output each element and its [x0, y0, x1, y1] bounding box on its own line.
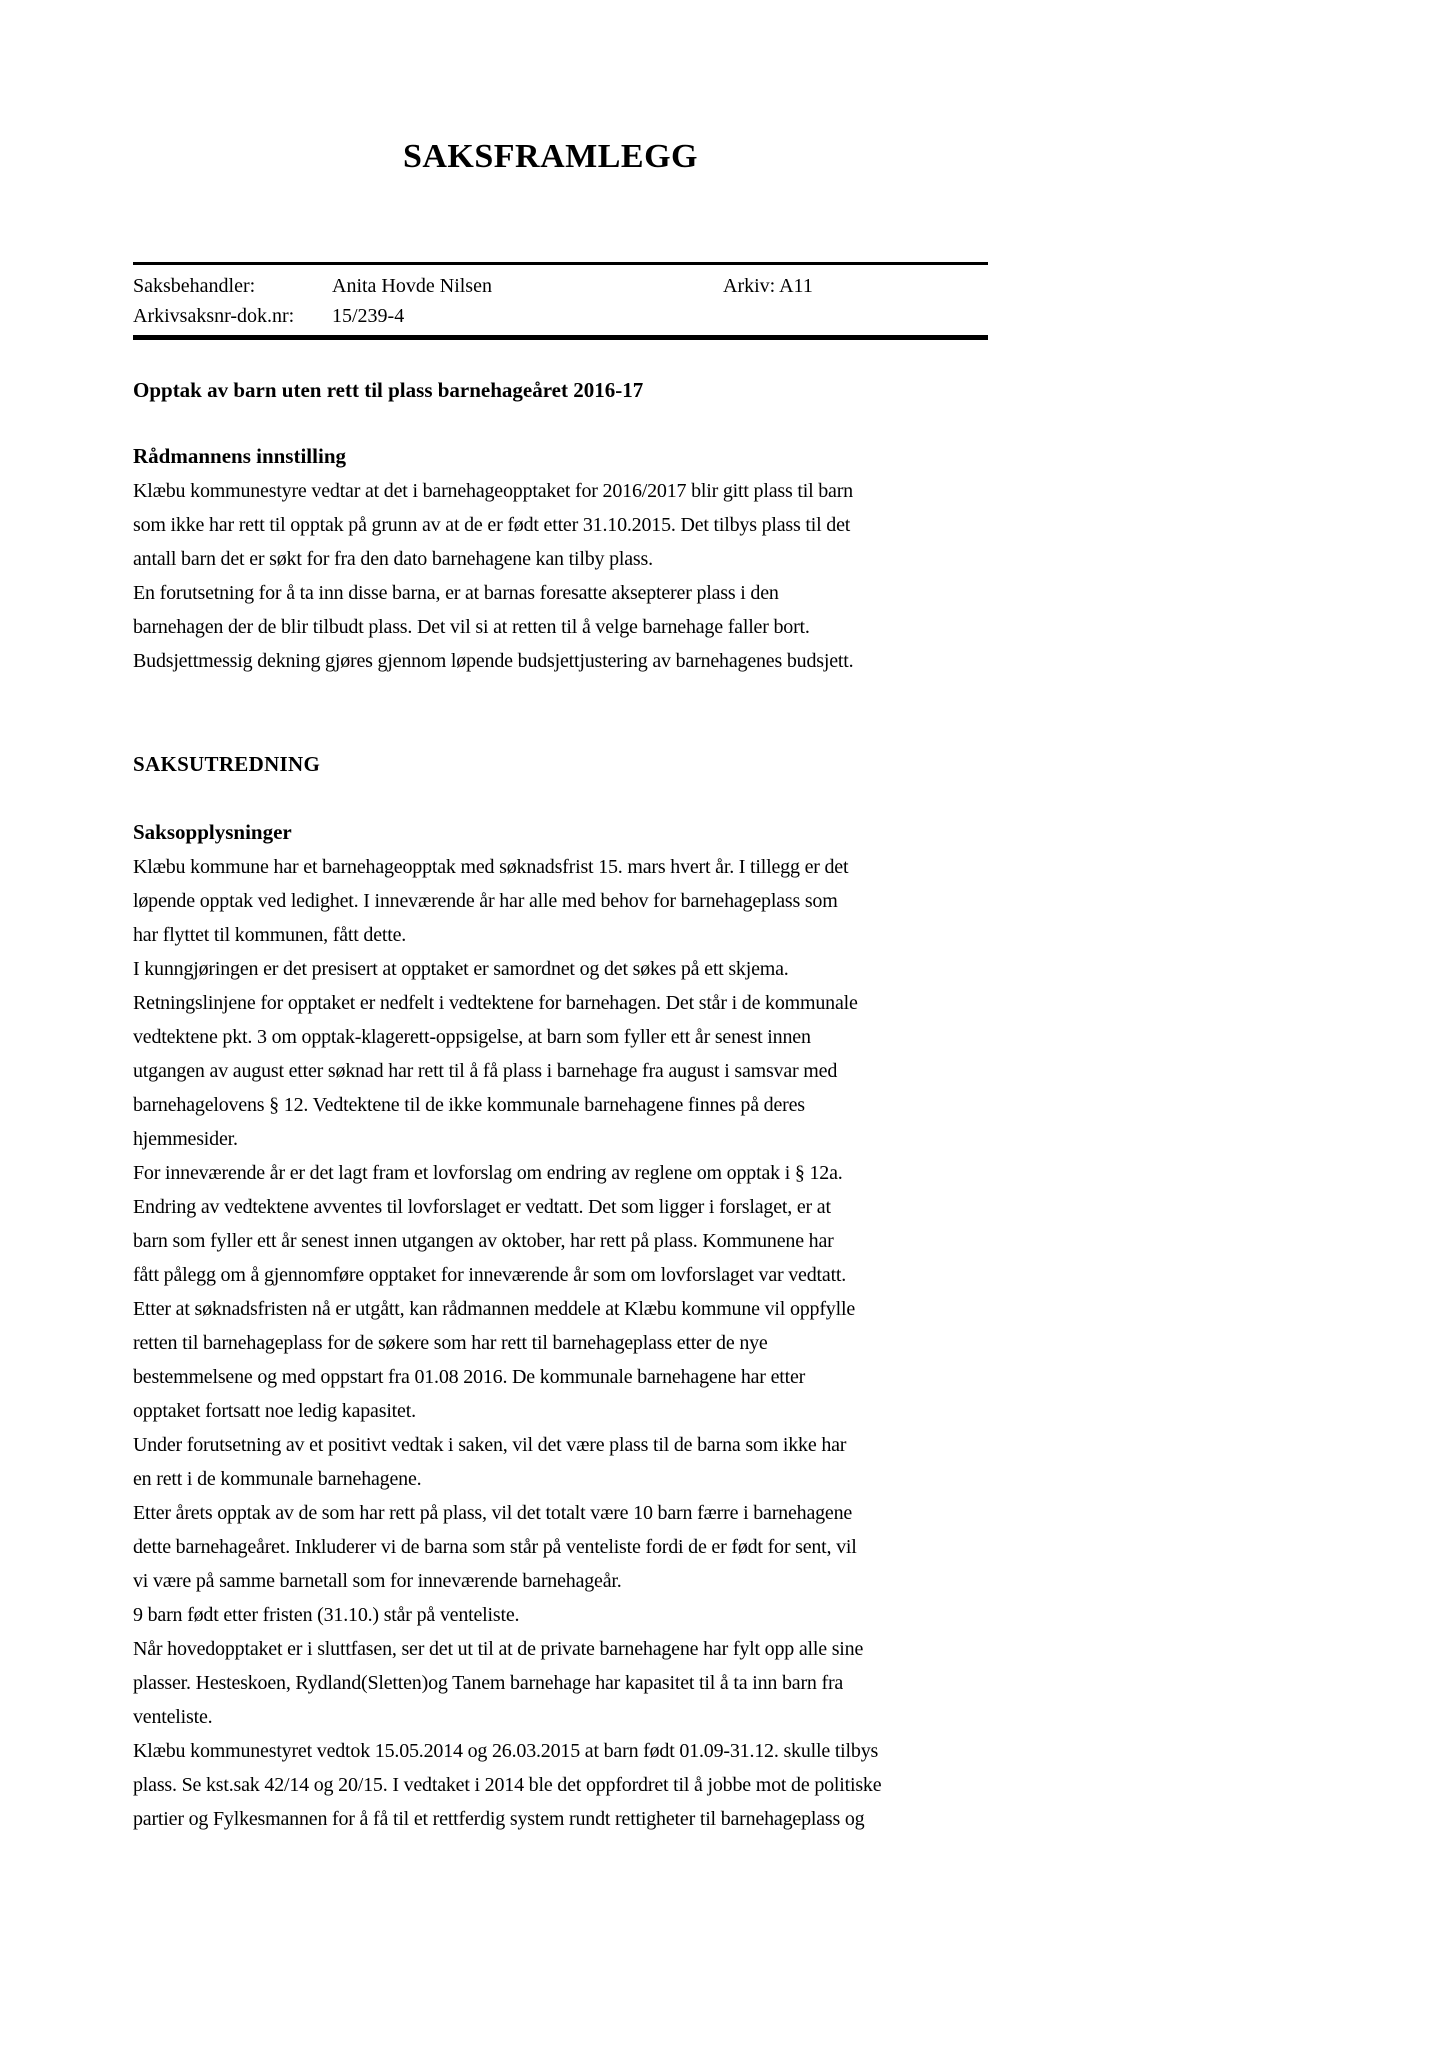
text-line: fått pålegg om å gjennomføre opptaket for inneværende år som om lovforslaget var vedtatt. — [133, 1264, 847, 1286]
text-line: venteliste. — [133, 1706, 213, 1728]
document-title: SAKSFRAMLEGG — [402, 138, 699, 175]
text-line: Klæbu kommune har et barnehageopptak med søknadsfrist 15. mars hvert år. I tillegg er det — [133, 856, 849, 878]
text-line: opptaket fortsatt noe ledig kapasitet. — [133, 1400, 416, 1422]
text-line: Retningslinjene for opptaket er nedfelt i vedtektene for barnehagen. Det står i de kommunale — [133, 992, 858, 1014]
text-line: løpende opptak ved ledighet. I inneværende år har alle med behov for barnehageplass som — [133, 890, 838, 912]
text-line: partier og Fylkesmannen for å få til et rettferdig system rundt rettigheter til barnehageplass og — [133, 1808, 865, 1830]
text-line: barn som fyller ett år senest innen utgangen av oktober, har rett på plass. Kommunene har — [133, 1230, 834, 1252]
text-line: antall barn det er søkt for fra den dato barnehagene kan tilby plass. — [133, 548, 653, 570]
text-line: En forutsetning for å ta inn disse barna, er at barnas foresatte aksepterer plass i den — [133, 582, 779, 604]
text-line: Klæbu kommunestyret vedtok 15.05.2014 og 26.03.2015 at barn født 01.09-31.12. skulle tilbys — [133, 1740, 879, 1762]
text-line: For inneværende år er det lagt fram et lovforslag om endring av reglene om opptak i § 12a. — [133, 1162, 843, 1184]
text-line: plasser. Hesteskoen, Rydland(Sletten)og Tanem barnehage har kapasitet til å ta inn barn fra — [133, 1672, 844, 1694]
text-line: Når hovedopptaket er i sluttfasen, ser det ut til at de private barnehagene har fylt opp alle sine — [133, 1638, 864, 1660]
text-line: har flyttet til kommunen, fått dette. — [133, 924, 407, 946]
text-line: Budsjettmessig dekning gjøres gjennom løpende budsjettjustering av barnehagenes budsjett. — [133, 650, 854, 672]
meta-row-arkivsaksnr — [133, 301, 988, 331]
text-line: vi være på samme barnetall som for inneværende barnehageår. — [133, 1570, 622, 1592]
text-line: Endring av vedtektene avventes til lovforslaget er vedtatt. Det som ligger i forslaget, er at — [133, 1196, 831, 1218]
text-line: Under forutsetning av et positivt vedtak i saken, vil det være plass til de barna som ikke har — [133, 1434, 847, 1456]
text-line: hjemmesider. — [133, 1128, 238, 1150]
saksbehandler-value: Anita Hovde Nilsen — [332, 275, 492, 297]
text-line: barnehagen der de blir tilbudt plass. Det vil si at retten til å velge barnehage faller bort. — [133, 616, 810, 638]
text-line: plass. Se kst.sak 42/14 og 20/15. I vedtaket i 2014 ble det oppfordret til å jobbe mot de politiske — [133, 1774, 882, 1796]
text-line: Etter at søknadsfristen nå er utgått, kan rådmannen meddele at Klæbu kommune vil oppfylle — [133, 1298, 855, 1320]
text-line: dette barnehageåret. Inkluderer vi de barna som står på venteliste fordi de er født for sent, vil — [133, 1536, 857, 1558]
innstilling-heading: Rådmannens innstilling — [133, 444, 346, 468]
subject-heading: Opptak av barn uten rett til plass barnehageåret 2016-17 — [133, 378, 644, 402]
text-line: som ikke har rett til opptak på grunn av at de er født etter 31.10.2015. Det tilbys plass til det — [133, 514, 851, 536]
text-line: retten til barnehageplass for de søkere som har rett til barnehageplass etter de nye — [133, 1332, 768, 1354]
text-line: barnehagelovens § 12. Vedtektene til de ikke kommunale barnehagene finnes på deres — [133, 1094, 805, 1116]
saksutredning-heading: SAKSUTREDNING — [133, 752, 321, 776]
arkiv-field: Arkiv: A11 — [723, 275, 813, 297]
meta-row-saksbehandler — [133, 271, 988, 301]
saksopplysninger-heading: Saksopplysninger — [133, 820, 292, 844]
saksbehandler-label: Saksbehandler: — [133, 275, 256, 297]
text-line: 9 barn født etter fristen (31.10.) står på venteliste. — [133, 1604, 520, 1626]
text-line: vedtektene pkt. 3 om opptak-klagerett-oppsigelse, at barn som fyller ett år senest innen — [133, 1026, 811, 1048]
text-line: en rett i de kommunale barnehagene. — [133, 1468, 422, 1490]
text-line: bestemmelsene og med oppstart fra 01.08 2016. De kommunale barnehagene har etter — [133, 1366, 806, 1388]
saksopplysninger-text — [133, 850, 968, 1836]
innstilling-text — [133, 474, 968, 678]
text-line: utgangen av august etter søknad har rett til å få plass i barnehage fra august i samsvar med — [133, 1060, 838, 1082]
arkivsaksnr-label: Arkivsaksnr-dok.nr: — [133, 305, 295, 327]
arkivsaksnr-value: 15/239-4 — [332, 305, 405, 327]
text-line: Etter årets opptak av de som har rett på plass, vil det totalt være 10 barn færre i barnehagene — [133, 1502, 853, 1524]
text-line: Klæbu kommunestyre vedtar at det i barnehageopptaket for 2016/2017 blir gitt plass til barn — [133, 480, 853, 502]
text-line: I kunngjøringen er det presisert at opptaket er samordnet og det søkes på ett skjema. — [133, 958, 789, 980]
meta-table — [133, 262, 988, 340]
